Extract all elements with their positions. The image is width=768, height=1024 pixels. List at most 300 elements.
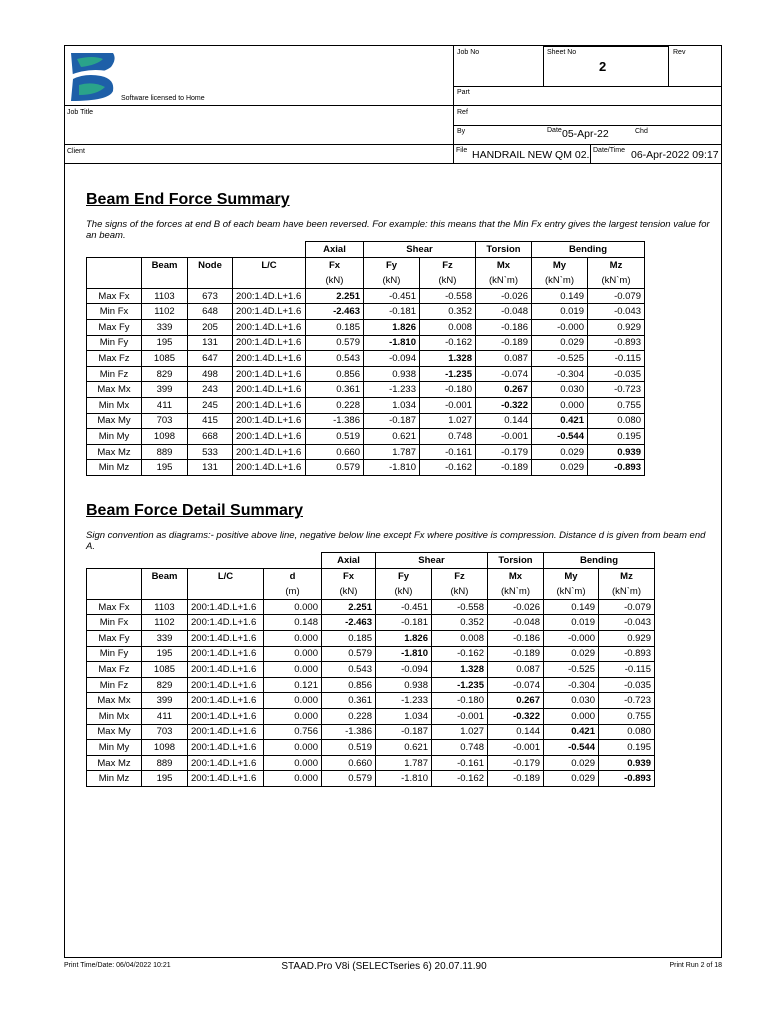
table-cell: -0.048 [476,304,532,320]
row-label: Max Mx [87,382,142,398]
sheet-no-value: 2 [599,59,607,74]
row-label: Min Fx [87,615,142,631]
table-cell: -1.233 [376,693,432,709]
table-cell: -0.179 [488,755,544,771]
table-cell: 195 [142,460,188,476]
table-row [87,382,645,398]
row-label: Max Mz [87,444,142,460]
table-cell: 0.756 [264,724,322,740]
table-cell: 1.787 [376,755,432,771]
table-cell: 0.748 [420,429,476,445]
table-cell: 0.000 [264,630,322,646]
table-cell: 200:1.4D.L+1.6 [233,382,306,398]
group-bending: Bending [532,242,645,258]
table-cell: 0.938 [364,366,420,382]
table-cell: 0.195 [588,429,645,445]
table-cell: -0.322 [488,708,544,724]
table-cell: 0.029 [532,335,588,351]
table-row [87,319,645,335]
table-cell: 0.029 [532,460,588,476]
col-header: Fz [432,568,488,584]
unit-label: (kN) [420,273,476,289]
table-cell: 1085 [142,351,188,367]
table-cell: 200:1.4D.L+1.6 [233,288,306,304]
table-cell: 648 [188,304,233,320]
table-row [87,724,655,740]
table-cell: 0.361 [306,382,364,398]
table-cell: 200:1.4D.L+1.6 [188,646,264,662]
row-label: Max Mz [87,755,142,771]
group-axial: Axial [306,242,364,258]
row-label: Max My [87,413,142,429]
col-header: Mz [588,257,645,273]
table-row [87,288,645,304]
table-cell: -0.187 [364,413,420,429]
datetime-value: 06-Apr-2022 09:17 [631,149,719,161]
table-cell: 1.027 [420,413,476,429]
row-label: Min Fx [87,304,142,320]
table-cell: 0.856 [322,677,376,693]
unit-label: (kN`m) [599,584,655,600]
row-label: Max Mx [87,693,142,709]
table-cell: -1.810 [364,335,420,351]
table-cell: 0.029 [532,444,588,460]
table-cell: 0.148 [264,615,322,631]
table-cell: 0.361 [322,693,376,709]
table-row [87,662,655,678]
table-cell: -0.115 [599,662,655,678]
table-cell: 0.080 [588,413,645,429]
table-cell: -0.079 [588,288,645,304]
table-cell: 0.748 [432,740,488,756]
table-cell: 0.421 [544,724,599,740]
table-cell: 200:1.4D.L+1.6 [233,429,306,445]
table-cell: 1103 [142,599,188,615]
table-cell: 0.008 [432,630,488,646]
table-row [87,397,645,413]
table-row [87,304,645,320]
table-cell: -0.187 [376,724,432,740]
header-divider [65,144,721,145]
table-row [87,646,655,662]
group-header-row [87,242,645,258]
table-cell: 0.149 [544,599,599,615]
header-divider [65,105,721,106]
part-label: Part [457,89,470,96]
table-cell: 200:1.4D.L+1.6 [188,662,264,678]
table-cell: 0.000 [264,646,322,662]
header-divider [65,163,721,164]
table-cell: 200:1.4D.L+1.6 [233,444,306,460]
table-cell: 703 [142,413,188,429]
table-cell: 399 [142,382,188,398]
row-label: Max My [87,724,142,740]
table-cell: 0.267 [488,693,544,709]
col-header: My [532,257,588,273]
table-cell: 0.579 [322,646,376,662]
table-cell: 200:1.4D.L+1.6 [233,413,306,429]
group-shear: Shear [364,242,476,258]
row-label: Max Fx [87,599,142,615]
table-cell: 2.251 [306,288,364,304]
table-cell: -0.186 [476,319,532,335]
table-cell: -0.026 [476,288,532,304]
col-header: Fx [306,257,364,273]
table-cell: 647 [188,351,233,367]
table-cell: 673 [188,288,233,304]
header-divider [590,144,591,164]
table-cell: -0.035 [599,677,655,693]
table-cell: 200:1.4D.L+1.6 [188,740,264,756]
table-cell: 0.929 [588,319,645,335]
table-cell: -0.001 [476,429,532,445]
table-cell: 1.826 [376,630,432,646]
table-cell: 0.185 [306,319,364,335]
table-cell: 0.008 [420,319,476,335]
table-cell: 399 [142,693,188,709]
table-cell: 0.000 [264,662,322,678]
table-cell: -0.525 [532,351,588,367]
table-cell: 0.519 [322,740,376,756]
job-no-label: Job No [457,49,480,56]
table-cell: -0.893 [599,646,655,662]
table-cell: -0.723 [599,693,655,709]
table-cell: 0.352 [420,304,476,320]
table-cell: -0.525 [544,662,599,678]
table-cell: -0.558 [432,599,488,615]
table-cell: 1.027 [432,724,488,740]
table-cell: 0.030 [544,693,599,709]
file-label: File [456,147,468,154]
unit-label: (kN) [306,273,364,289]
unit-label: (kN) [322,584,376,600]
chd-label: Chd [635,128,648,135]
table-cell: 200:1.4D.L+1.6 [233,351,306,367]
table-cell: 0.856 [306,366,364,382]
table-cell: 829 [142,677,188,693]
table-cell: 1.826 [364,319,420,335]
table-cell: 0.000 [264,599,322,615]
table-cell: -1.233 [364,382,420,398]
table-cell: -0.304 [544,677,599,693]
table-cell: -0.001 [432,708,488,724]
table-row [87,429,645,445]
table-cell: 0.621 [364,429,420,445]
table-cell: -0.893 [588,335,645,351]
table-cell: -0.043 [599,615,655,631]
table-cell: -0.035 [588,366,645,382]
table-cell: 205 [188,319,233,335]
group-header-row [87,553,655,569]
col-header: d [264,568,322,584]
table-cell: 1.328 [420,351,476,367]
table-cell: 200:1.4D.L+1.6 [188,599,264,615]
table-cell: 0.579 [306,460,364,476]
table-row [87,413,645,429]
table-cell: -0.544 [532,429,588,445]
table-cell: 0.000 [264,755,322,771]
table-cell: 0.421 [532,413,588,429]
col-header: L/C [233,257,306,273]
table-cell: 0.352 [432,615,488,631]
table-cell: 200:1.4D.L+1.6 [233,366,306,382]
table-cell: 1.034 [364,397,420,413]
table-cell: 200:1.4D.L+1.6 [233,319,306,335]
table-cell: 0.195 [599,740,655,756]
table-cell: -1.235 [420,366,476,382]
table-row [87,444,645,460]
table-row [87,693,655,709]
table-cell: -0.181 [376,615,432,631]
table-row [87,460,645,476]
table-cell: 0.087 [476,351,532,367]
table-row [87,615,655,631]
table-cell: -0.043 [588,304,645,320]
col-header: Mz [599,568,655,584]
row-label: Min My [87,429,142,445]
column-header-row [87,568,655,584]
section2-title: Beam Force Detail Summary [86,502,303,519]
table-cell: 0.000 [264,740,322,756]
table-cell: 0.029 [544,755,599,771]
table-cell: -0.026 [488,599,544,615]
table-cell: 0.080 [599,724,655,740]
table-cell: -0.180 [432,693,488,709]
table-cell: -0.000 [544,630,599,646]
table-cell: 1098 [142,740,188,756]
table-cell: 0.939 [599,755,655,771]
table-cell: 1.787 [364,444,420,460]
table-cell: 0.939 [588,444,645,460]
row-label: Min Mz [87,460,142,476]
table-cell: 411 [142,397,188,413]
unit-label: (kN`m) [544,584,599,600]
section1-title: Beam End Force Summary [86,191,290,208]
table-cell: 889 [142,755,188,771]
table-cell: 195 [142,646,188,662]
col-header: Fy [376,568,432,584]
table-cell: -0.074 [476,366,532,382]
unit-row [87,584,655,600]
client-label: Client [67,148,85,155]
table-cell: -2.463 [322,615,376,631]
table-cell: -0.451 [364,288,420,304]
table-cell: -0.451 [376,599,432,615]
table-cell: 131 [188,335,233,351]
table-cell: 0.149 [532,288,588,304]
section1-note: The signs of the forces at end B of each beam have been reversed. For example: this means that the Min Fx entry gives the largest tension value for an beam. [86,219,710,241]
row-label: Min Mz [87,771,142,787]
group-bending: Bending [544,553,655,569]
col-header: Node [188,257,233,273]
table-cell: -0.162 [420,335,476,351]
table-cell: -1.386 [306,413,364,429]
datetime-label: Date/Time [593,147,626,154]
table-cell: 200:1.4D.L+1.6 [188,708,264,724]
table-cell: 1102 [142,615,188,631]
table-cell: 0.029 [544,646,599,662]
table-cell: 243 [188,382,233,398]
table-cell: 245 [188,397,233,413]
row-label: Min Fy [87,335,142,351]
table-cell: 1.328 [432,662,488,678]
table-cell: -0.001 [488,740,544,756]
table-cell: -0.189 [488,771,544,787]
table-cell: 195 [142,771,188,787]
program-name: STAAD.Pro V8i (SELECTseries 6) 20.07.11.90 [281,961,487,972]
file-value: HANDRAIL NEW QM 02. [472,149,590,161]
table-cell: -0.079 [599,599,655,615]
unit-label: (kN) [432,584,488,600]
table-cell: 0.000 [264,771,322,787]
table-cell: -1.810 [376,771,432,787]
table-cell: 339 [142,319,188,335]
table-cell: -0.723 [588,382,645,398]
table-cell: 0.519 [306,429,364,445]
date-label: Date [547,127,562,134]
col-header: Mx [476,257,532,273]
table-cell: -0.189 [476,460,532,476]
table-cell: 0.185 [322,630,376,646]
sheet-no-label: Sheet No [547,49,577,56]
table-cell: 0.000 [264,708,322,724]
row-label: Max Fy [87,630,142,646]
table-cell: 0.228 [306,397,364,413]
date-value: 05-Apr-22 [562,128,609,140]
table-cell: 0.579 [306,335,364,351]
table-cell: 200:1.4D.L+1.6 [233,397,306,413]
print-time: Print Time/Date: 06/04/2022 10:21 [64,962,171,969]
table-cell: -0.094 [364,351,420,367]
col-header: Mx [488,568,544,584]
row-label: Min Mx [87,708,142,724]
table-cell: 131 [188,460,233,476]
table-cell: 200:1.4D.L+1.6 [233,460,306,476]
table-cell: 0.000 [532,397,588,413]
table-row [87,599,655,615]
col-header: Fx [322,568,376,584]
beam-end-force-table [86,241,645,476]
table-cell: -0.048 [488,615,544,631]
table-cell: -0.094 [376,662,432,678]
row-label: Min Fz [87,366,142,382]
header-divider [453,125,721,126]
table-cell: 415 [188,413,233,429]
table-cell: 498 [188,366,233,382]
unit-label: (kN) [364,273,420,289]
bentley-logo [67,49,119,104]
table-cell: 0.543 [306,351,364,367]
table-cell: 0.660 [306,444,364,460]
title-block [65,46,721,164]
table-cell: -1.810 [376,646,432,662]
table-cell: -0.189 [476,335,532,351]
table-cell: -0.001 [420,397,476,413]
by-label: By [457,128,466,135]
table-cell: 0.228 [322,708,376,724]
col-header: Beam [142,257,188,273]
group-shear: Shear [376,553,488,569]
table-cell: -0.304 [532,366,588,382]
row-label: Max Fy [87,319,142,335]
row-label: Min Fz [87,677,142,693]
section2-note: Sign convention as diagrams:- positive above line, negative below line except Fx where positive is compression. Distance d is given from beam end A. [86,530,706,552]
table-cell: 0.267 [476,382,532,398]
table-cell: 0.621 [376,740,432,756]
table-cell: 668 [188,429,233,445]
table-cell: -0.186 [488,630,544,646]
table-cell: 0.121 [264,677,322,693]
beam-force-detail-rows [87,599,655,786]
table-cell: 200:1.4D.L+1.6 [188,771,264,787]
unit-label: (kN) [376,584,432,600]
rev-label: Rev [673,49,686,56]
table-cell: 829 [142,366,188,382]
table-cell: -0.544 [544,740,599,756]
table-cell: 0.579 [322,771,376,787]
table-cell: 2.251 [322,599,376,615]
group-torsion: Torsion [476,242,532,258]
table-cell: 0.938 [376,677,432,693]
table-cell: -0.322 [476,397,532,413]
table-row [87,771,655,787]
table-cell: -1.810 [364,460,420,476]
row-label: Max Fx [87,288,142,304]
table-cell: 200:1.4D.L+1.6 [188,615,264,631]
table-cell: 0.029 [544,771,599,787]
table-cell: -0.161 [420,444,476,460]
table-cell: 0.929 [599,630,655,646]
table-row [87,708,655,724]
table-cell: -1.386 [322,724,376,740]
table-cell: -0.179 [476,444,532,460]
unit-label: (kN`m) [488,584,544,600]
table-cell: 0.755 [588,397,645,413]
table-cell: 1.034 [376,708,432,724]
table-row [87,755,655,771]
ref-label: Ref [457,109,468,116]
table-cell: 200:1.4D.L+1.6 [233,335,306,351]
unit-label: (kN`m) [532,273,588,289]
table-cell: -0.893 [588,460,645,476]
row-label: Min My [87,740,142,756]
table-cell: 411 [142,708,188,724]
table-cell: 533 [188,444,233,460]
table-cell: 0.019 [544,615,599,631]
table-cell: -0.074 [488,677,544,693]
table-cell: -0.162 [432,771,488,787]
table-cell: 200:1.4D.L+1.6 [188,755,264,771]
table-cell: 200:1.4D.L+1.6 [233,304,306,320]
table-cell: -1.235 [432,677,488,693]
table-cell: 0.660 [322,755,376,771]
table-row [87,740,655,756]
row-label: Min Fy [87,646,142,662]
unit-label: (kN`m) [588,273,645,289]
table-cell: 889 [142,444,188,460]
table-cell: -2.463 [306,304,364,320]
table-cell: -0.115 [588,351,645,367]
col-header: L/C [188,568,264,584]
table-row [87,630,655,646]
table-cell: 0.000 [264,693,322,709]
table-cell: -0.161 [432,755,488,771]
table-cell: 703 [142,724,188,740]
table-cell: -0.181 [364,304,420,320]
table-cell: 0.144 [488,724,544,740]
col-header: Beam [142,568,188,584]
table-cell: -0.893 [599,771,655,787]
